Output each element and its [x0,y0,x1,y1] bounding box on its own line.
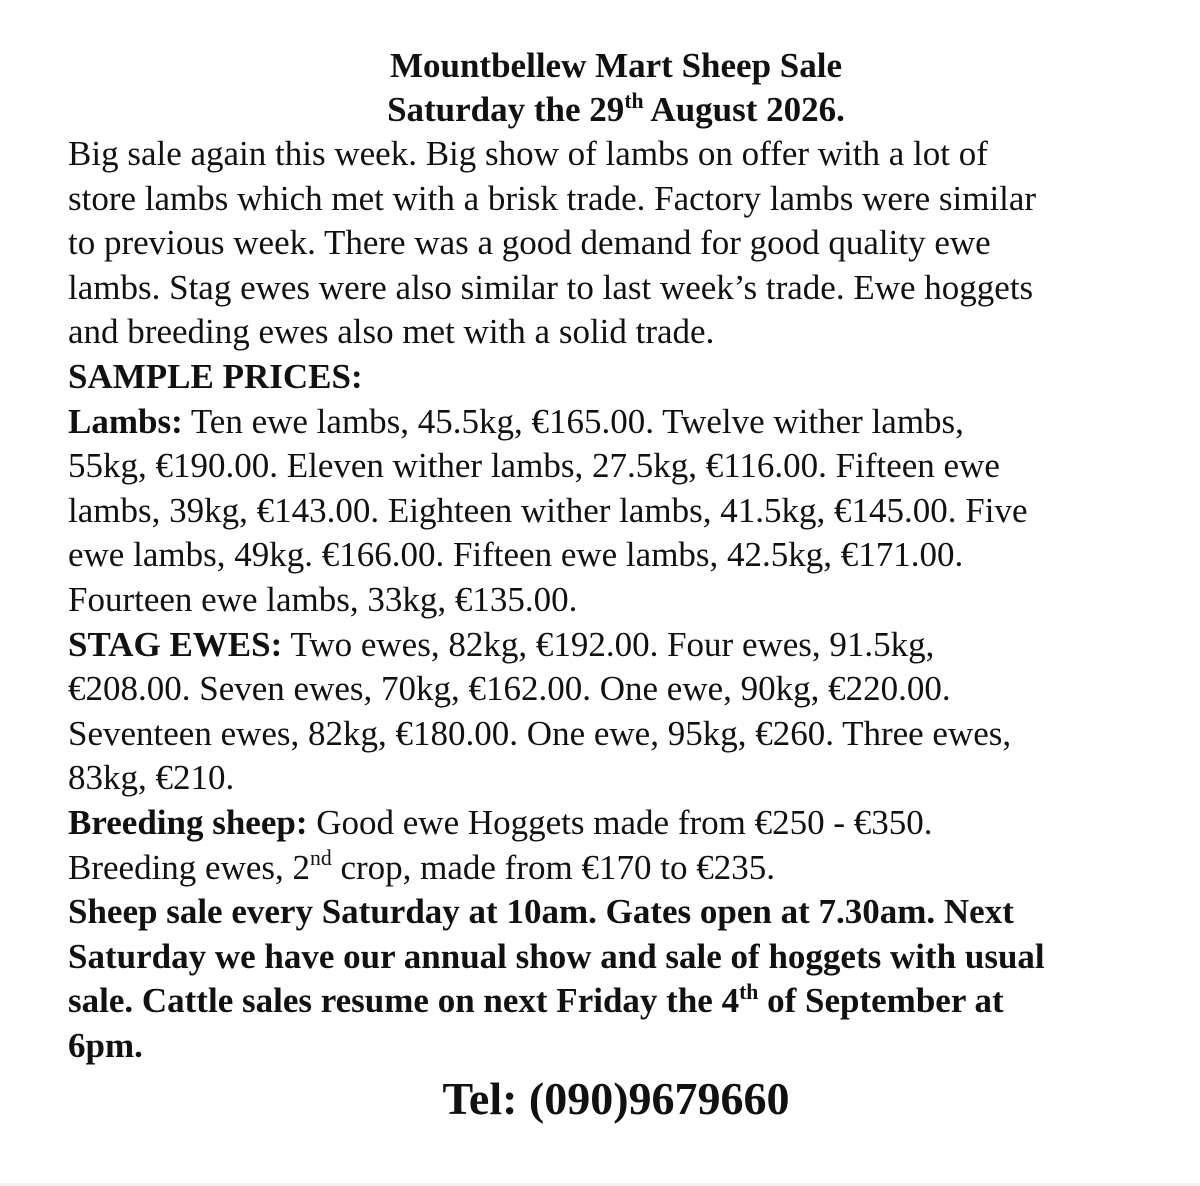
title-line-2 [0,88,1200,132]
notice-title [0,44,1200,132]
breeding-sheep-label: Breeding sheep: [68,802,308,842]
intro-line: lambs. Stag ewes were also similar to last week’s trade. Ewe hoggets [68,267,1034,307]
crop-ordinal: nd [310,846,332,871]
notice-cattle-rest: of September at [758,981,1004,1021]
notice-line [68,979,1178,1024]
stag-ewes-line [68,623,1178,668]
breeding-sheep-line [68,801,1178,846]
notice-line: Saturday we have our annual show and sale of hoggets with usual [68,936,1045,976]
breeding-ewes-text: Breeding ewes, 2 [68,847,311,887]
stag-ewes-line: €208.00. Seven ewes, 70kg, €162.00. One ewe, 90kg, €220.00. [68,669,951,709]
lambs-line: Fourteen ewe lambs, 33kg, €135.00. [68,579,578,619]
sample-prices-heading: SAMPLE PRICES: [68,356,363,396]
telephone-number: Tel: (090)9679660 [442,1073,790,1124]
stag-ewes-line: 83kg, €210. [68,758,235,798]
notice-date-ordinal: th [739,980,759,1005]
lambs-text: Ten ewe lambs, 45.5kg, €165.00. Twelve wither lambs, [182,401,964,441]
notice-line: Sheep sale every Saturday at 10am. Gates open at 7.30am. Next [68,892,1014,932]
notice-cattle-text: sale. Cattle sales resume on next Friday the 4 [68,981,740,1021]
lambs-line: lambs, 39kg, €143.00. Eighteen wither lambs, 41.5kg, €145.00. Five [68,490,1028,530]
stag-ewes-line: Seventeen ewes, 82kg, €180.00. One ewe, 95kg, €260. Three ewes, [68,713,1012,753]
lambs-line: 55kg, €190.00. Eleven wither lambs, 27.5kg, €116.00. Fifteen ewe [68,446,1000,486]
breeding-sheep-text: Good ewe Hoggets made from €250 - €350. [307,802,933,842]
title-line-1: Mountbellew Mart Sheep Sale [389,46,843,85]
notice-body [68,132,1178,1068]
title-date-ordinal: th [624,88,644,113]
title-date-rest: August 2026. [643,90,845,129]
lambs-line: ewe lambs, 49kg. €166.00. Fifteen ewe lambs, 42.5kg, €171.00. [68,535,964,575]
stag-ewes-text: Two ewes, 82kg, €192.00. Four ewes, 91.5kg, [282,624,935,664]
title-date-text: Saturday the 29 [387,90,625,129]
lambs-line [68,400,1178,445]
lambs-label: Lambs: [68,401,183,441]
breeding-sheep-line [68,846,1178,891]
notice-line: 6pm. [68,1025,143,1065]
intro-line: to previous week. There was a good demand for good quality ewe [68,223,991,263]
stag-ewes-label: STAG EWES: [68,624,283,664]
breeding-ewes-rest: crop, made from €170 to €235. [331,847,775,887]
intro-line: Big sale again this week. Big show of lambs on offer with a lot of [68,134,988,173]
intro-line: store lambs which met with a brisk trade. Factory lambs were similar [68,178,1037,218]
intro-line: and breeding ewes also met with a solid trade. [68,312,715,352]
